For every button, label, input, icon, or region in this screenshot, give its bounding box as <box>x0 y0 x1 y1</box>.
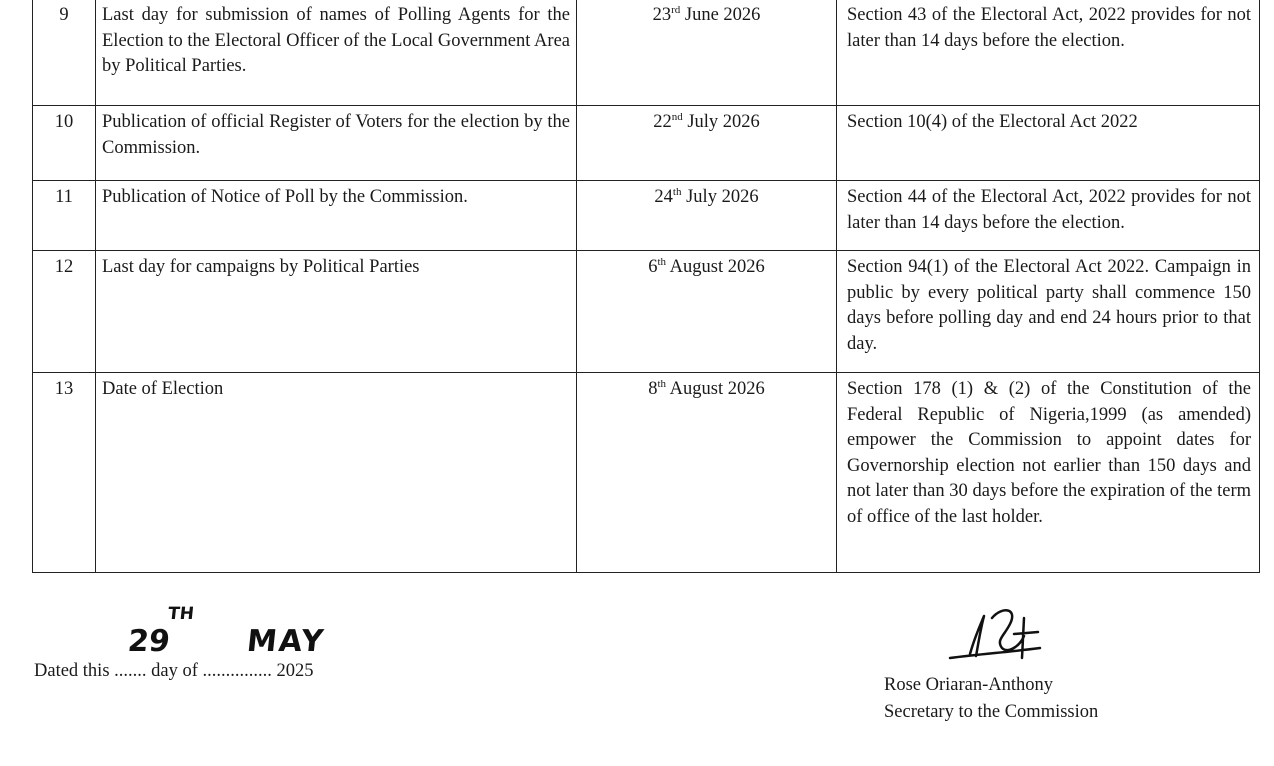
date-month-year: August 2026 <box>669 379 765 399</box>
date-suffix: rd <box>671 3 681 16</box>
date-day: 22 <box>653 112 672 132</box>
signer-title: Secretary to the Commission <box>884 702 1099 722</box>
date-suffix: th <box>657 255 667 268</box>
table-row <box>33 373 1260 573</box>
row-number <box>33 181 96 251</box>
date-cell <box>577 106 837 181</box>
activity-cell <box>96 373 577 573</box>
date-month-year: June 2026 <box>684 5 761 25</box>
signer-name: Rose Oriaran-Anthony <box>884 675 1054 695</box>
activity-cell <box>96 0 577 106</box>
remarks-text: Section 44 of the Electoral Act, 2022 provides for not later than 14 days before the election. <box>847 187 1251 233</box>
date-day: 8 <box>648 379 658 399</box>
activity-text: Publication of official Register of Voters for the election by the Commission. <box>102 112 570 158</box>
month-blank: ............... <box>202 661 272 681</box>
handwritten-day-suffix: TH <box>167 604 195 624</box>
row-number-text: 11 <box>55 187 73 207</box>
row-number <box>33 373 96 573</box>
dated-line <box>34 660 314 682</box>
date-cell <box>577 0 837 106</box>
day-of-label: day of <box>151 661 198 681</box>
date-month-year: August 2026 <box>669 257 765 277</box>
table-row <box>33 0 1260 106</box>
row-number-text: 9 <box>59 5 69 25</box>
signature <box>940 596 1050 668</box>
date-month-year: July 2026 <box>687 112 760 132</box>
dated-this-label: Dated this <box>34 661 110 681</box>
remarks-cell <box>837 251 1260 373</box>
activity-text: Date of Election <box>102 379 224 399</box>
table-row <box>33 106 1260 181</box>
date-day: 23 <box>652 5 672 25</box>
signer-block <box>884 672 1098 726</box>
date-suffix: th <box>657 377 667 390</box>
date-suffix: th <box>672 185 682 198</box>
remarks-cell <box>837 106 1260 181</box>
date-cell <box>577 251 837 373</box>
row-number <box>33 251 96 373</box>
row-number-text: 12 <box>54 257 74 277</box>
row-number <box>33 0 96 106</box>
row-number-text: 13 <box>54 379 74 399</box>
date-day: 24 <box>654 187 673 207</box>
date-month-year: July 2026 <box>686 187 759 207</box>
date-day: 6 <box>648 257 658 277</box>
remarks-cell <box>837 181 1260 251</box>
activity-cell <box>96 181 577 251</box>
date-cell <box>577 181 837 251</box>
remarks-cell <box>837 373 1260 573</box>
row-number-text: 10 <box>54 112 74 132</box>
date-suffix: nd <box>671 110 683 123</box>
remarks-cell <box>837 0 1260 106</box>
row-number <box>33 106 96 181</box>
activity-text: Publication of Notice of Poll by the Commission. <box>102 187 468 207</box>
remarks-text: Section 43 of the Electoral Act, 2022 provides for not later than 14 days before the election. <box>847 5 1251 51</box>
activity-cell <box>96 106 577 181</box>
election-timetable <box>32 0 1260 573</box>
activity-cell <box>96 251 577 373</box>
activity-text: Last day for submission of names of Polling Agents for the Election to the Electoral Officer of the Local Government Area by Political Parties. <box>102 5 570 76</box>
handwritten-day: 29 <box>126 624 172 659</box>
year: 2025 <box>276 661 314 681</box>
remarks-text: Section 10(4) of the Electoral Act 2022 <box>847 112 1138 132</box>
table-row <box>33 251 1260 373</box>
table-row <box>33 181 1260 251</box>
date-cell <box>577 373 837 573</box>
activity-text: Last day for campaigns by Political Parties <box>102 257 420 277</box>
handwritten-month: MAY <box>245 624 327 659</box>
remarks-text: Section 178 (1) & (2) of the Constitution of the Federal Republic of Nigeria,1999 (as amended) empower the Commission to appoint dates for Governorship election not earlier than 150 days and not later than 30 days before the expiration of the term of office of the last holder. <box>847 379 1251 527</box>
day-blank: ....... <box>114 661 147 681</box>
remarks-text: Section 94(1) of the Electoral Act 2022. Campaign in public by every political party shall commence 150 days before polling day and end 24 hours prior to that day. <box>847 257 1251 354</box>
